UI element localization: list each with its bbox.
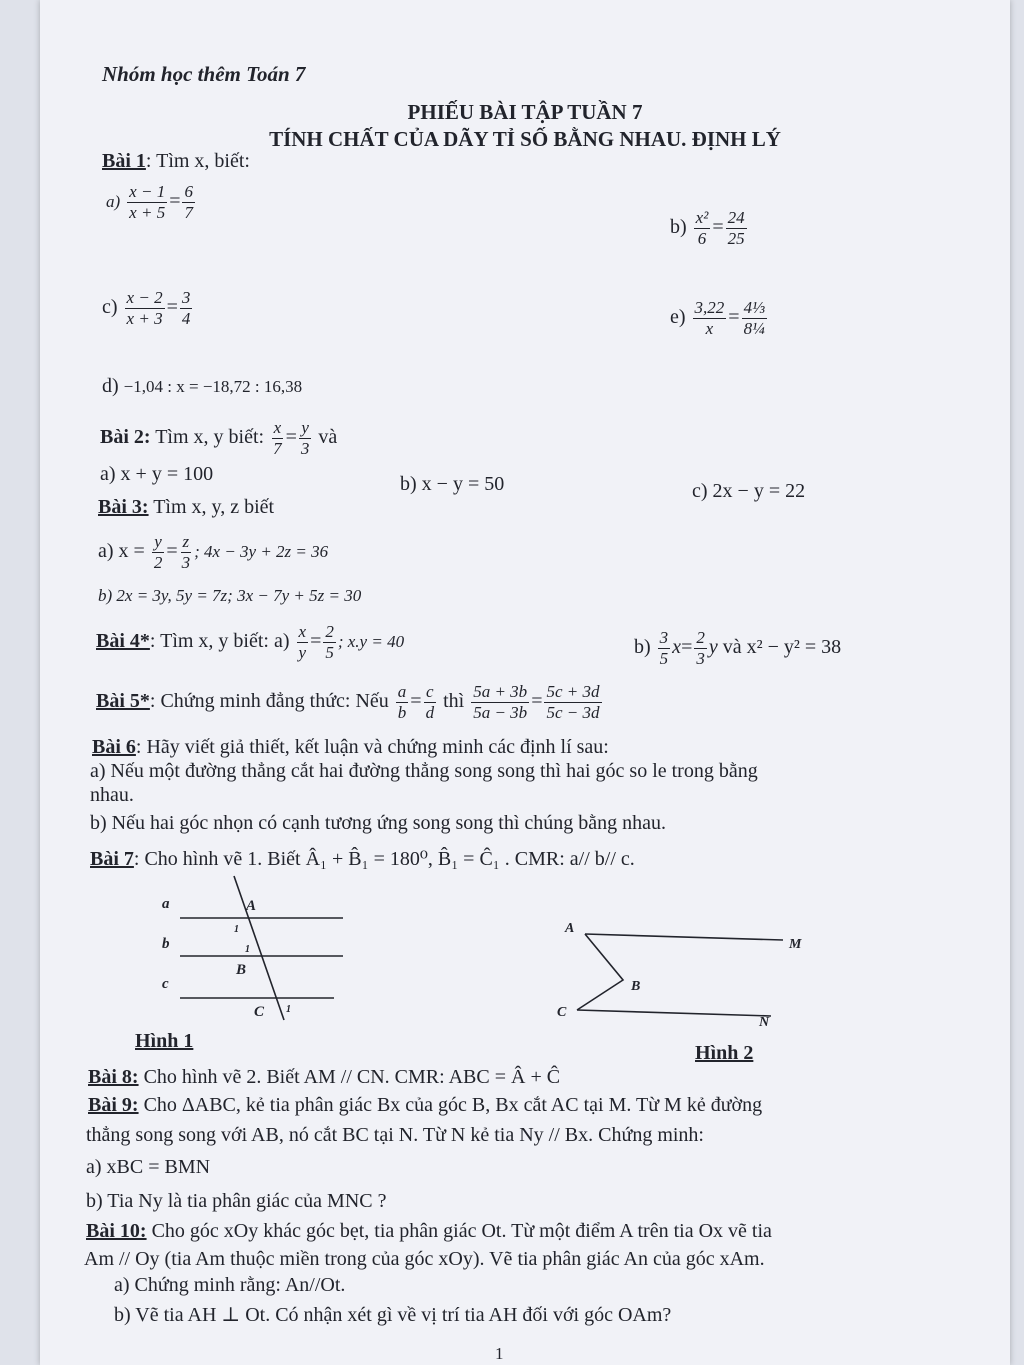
exercise-4-label: Bài 4*	[96, 630, 150, 653]
numerator: 3,22	[694, 298, 725, 317]
exercise-10-line2: Am // Oy (tia Am thuộc miền trong của góc xOy). Vẽ tia phân giác An của góc xAm.	[84, 1248, 765, 1270]
numerator: x − 1	[129, 182, 166, 201]
page-number: 1	[495, 1344, 504, 1363]
denominator: x + 5	[129, 203, 166, 222]
exercise-4-text: : Tìm x, y biết: a)	[149, 630, 290, 653]
exercise-1-text: : Tìm x, biết:	[145, 150, 250, 172]
item-label: d)	[102, 375, 119, 397]
fraction	[152, 532, 165, 573]
exercise-2c: c) 2x − y = 22	[692, 480, 806, 502]
angle-a1-label: 1	[234, 924, 239, 935]
exercise-9-text: Cho ΔABC, kẻ tia phân giác Bx của góc B, Bx cắt AC tại M. Từ M kẻ đường	[143, 1094, 763, 1116]
exercise-6-heading	[92, 736, 609, 759]
fraction	[742, 298, 767, 339]
numerator: z	[182, 532, 190, 551]
exercise-1d	[102, 375, 302, 398]
figure-2	[545, 912, 815, 1032]
numerator: x²	[695, 208, 709, 227]
denominator: x	[705, 319, 714, 338]
exercise-8-text: Cho hình vẽ 2. Biết AM // CN. CMR: ABC = Â + Ĉ	[143, 1066, 561, 1088]
fraction	[694, 628, 707, 669]
fraction	[125, 288, 165, 329]
point-c-label: C	[557, 1005, 567, 1020]
point-c-label: C	[254, 1004, 265, 1020]
numerator: 6	[184, 182, 193, 201]
figure-1-caption: Hình 1	[135, 1030, 194, 1052]
numerator: 4⅓	[743, 298, 765, 317]
exercise-8-label: Bài 8:	[88, 1066, 139, 1088]
group-header: Nhóm học thêm Toán 7	[102, 62, 306, 86]
denominator: 2	[153, 553, 163, 572]
exercise-1a: a) $\frac{x - 1}{x + 5}$ = $\frac{6}{7}$	[106, 182, 193, 222]
item-label: a)	[106, 192, 121, 212]
denominator: 5	[659, 649, 669, 668]
numerator: 24	[727, 208, 745, 227]
numerator: 5a + 3b	[473, 682, 528, 701]
fraction	[127, 182, 167, 223]
point-a-label: A	[246, 898, 257, 914]
numerator: 2	[325, 622, 334, 641]
fraction	[323, 622, 336, 663]
exercise-5-text: : Chứng minh đẳng thức: Nếu	[149, 690, 389, 713]
denominator: 3	[696, 649, 705, 668]
figure-2-caption: Hình 2	[695, 1042, 754, 1064]
expression: ; 4x − 3y + 2z = 36	[194, 542, 329, 562]
fraction	[180, 288, 193, 329]
exercise-9-label: Bài 9:	[88, 1094, 139, 1116]
numerator: a	[397, 682, 407, 701]
fraction	[424, 682, 437, 723]
exercise-5-label: Bài 5*	[96, 690, 150, 713]
fraction	[396, 682, 409, 723]
denominator: 7	[273, 439, 282, 458]
point-b-label: B	[631, 979, 641, 994]
denominator: y	[298, 643, 307, 662]
numerator: x	[298, 622, 307, 641]
item-label: b)	[670, 216, 687, 239]
denominator: 8¼	[743, 319, 765, 338]
numerator: 3	[659, 628, 669, 647]
fraction	[299, 418, 312, 459]
numerator: y	[301, 418, 309, 437]
numerator: c	[426, 682, 434, 701]
exercise-6-text: : Hãy viết giả thiết, kết luận và chứng minh các định lí sau:	[135, 736, 609, 758]
exercise-6b: b) Nếu hai góc nhọn có cạnh tương ứng song song thì chúng bằng nhau.	[90, 812, 667, 834]
item-label: e)	[670, 306, 686, 329]
exercise-2-text: Tìm x, y biết:	[155, 426, 265, 449]
line-a-label: a	[162, 896, 170, 912]
exercise-10b: b) Vẽ tia AH ⊥ Ot. Có nhận xét gì về vị trí tia AH đối với góc OAm?	[114, 1304, 672, 1326]
exercise-5: Bài 5*: Chứng minh đẳng thức: Nếu $\frac{a}{b}$ = $\frac{c}{d}$ thì $\frac{5a + 3b}{5a - 3b}$ = $\frac{5c + 3d}{5c - 3d}$	[96, 682, 600, 722]
fraction	[182, 182, 195, 223]
numerator: x	[273, 418, 282, 437]
exercise-3-label: Bài 3:	[98, 496, 149, 518]
exercise-2b: b) x − y = 50	[400, 473, 505, 495]
exercise-1b: b) $\frac{\text{x²}}{6}$ = $\frac{24}{25}$	[670, 208, 745, 248]
exercise-9-line1	[88, 1094, 762, 1117]
expression: và x² − y² = 38	[722, 636, 842, 659]
fraction	[297, 622, 309, 663]
numerator: 5c + 3d	[546, 682, 600, 701]
exercise-9b: b) Tia Ny là tia phân giác của MNC ?	[86, 1190, 387, 1212]
fraction	[471, 682, 529, 723]
numerator: y	[154, 532, 162, 551]
worksheet-subtitle: TÍNH CHẤT CỦA DÃY TỈ SỐ BẰNG NHAU. ĐỊNH LÝ	[269, 127, 781, 151]
exercise-4b: b) $\frac{3}{5}$ x= $\frac{2}{3}$ y và x² − y² = 38	[634, 628, 842, 668]
line-b-label: b	[162, 936, 170, 952]
exercise-7	[90, 846, 635, 871]
exercise-7-label: Bài 7	[90, 848, 134, 870]
fraction	[271, 418, 284, 459]
exercise-3a: a) x = $\frac{y}{2}$ = $\frac{z}{3}$ ; 4x − 3y + 2z = 36	[98, 532, 329, 572]
denominator: 5c − 3d	[546, 703, 600, 722]
denominator: 5	[325, 643, 334, 662]
exercise-3-text: Tìm x, y, z biết	[153, 496, 275, 518]
exercise-10a: a) Chứng minh rằng: An//Ot.	[114, 1274, 346, 1296]
exercise-1-label: Bài 1	[102, 150, 146, 172]
expression: −1,04 : x = −18,72 : 16,38	[123, 377, 303, 396]
exercise-4: Bài 4*: Tìm x, y biết: a) $\frac{x}{y}$ = $\frac{2}{5}$ ; x.y = 40	[96, 622, 405, 662]
item-label: c)	[102, 296, 118, 319]
exercise-9a: a) xBC = BMN	[86, 1156, 211, 1178]
angle-b1-label: 1	[245, 944, 250, 955]
expression: ; x.y = 40	[337, 632, 405, 652]
denominator: 25	[727, 229, 745, 248]
worksheet-page	[40, 0, 1010, 1365]
exercise-2-label: Bài 2:	[100, 426, 151, 449]
fraction	[726, 208, 747, 249]
point-n-label: N	[759, 1015, 770, 1030]
exercise-1-heading	[102, 150, 250, 173]
angle-c1-label: 1	[286, 1004, 291, 1015]
fraction	[180, 532, 193, 573]
exercise-10-text: Cho góc xOy khác góc bẹt, tia phân giác Ot. Từ một điểm A trên tia Ox vẽ tia	[151, 1220, 772, 1242]
denominator: 7	[184, 203, 193, 222]
point-b-label: B	[236, 962, 247, 978]
denominator: 5a − 3b	[473, 703, 528, 722]
fraction	[694, 208, 711, 249]
denominator: d	[425, 703, 435, 722]
exercise-3b: b) 2x = 3y, 5y = 7z; 3x − 7y + 5z = 30	[98, 586, 362, 605]
exercise-1e: e) $\frac{3,22}{x}$ = $\frac{\text{4⅓}}{\text{8¼}}$	[670, 298, 765, 338]
exercise-1c: c) $\frac{x - 2}{x + 3}$ = $\frac{3}{4}$	[102, 288, 191, 328]
denominator: 4	[181, 309, 191, 328]
denominator: x + 3	[126, 309, 163, 328]
exercise-6-label: Bài 6	[92, 736, 136, 758]
line-c-label: c	[162, 976, 169, 992]
exercise-6a-line2: nhau.	[90, 784, 134, 806]
exercise-10-label: Bài 10:	[86, 1220, 147, 1242]
conjunction: và	[318, 426, 338, 449]
fraction	[544, 682, 601, 723]
fraction	[693, 298, 727, 339]
denominator: 6	[697, 229, 707, 248]
conjunction: thì	[443, 690, 465, 713]
denominator: b	[397, 703, 407, 722]
denominator: 3	[300, 439, 310, 458]
expression: a) x =	[98, 540, 145, 563]
point-a-label: A	[565, 921, 575, 936]
worksheet-title: PHIẾU BÀI TẬP TUẦN 7	[407, 100, 643, 124]
exercise-10-line1	[86, 1220, 772, 1243]
numerator: 3	[181, 288, 191, 307]
exercise-6a-line1: a) Nếu một đường thẳng cắt hai đường thẳng song song thì hai góc so le trong bằng	[90, 760, 758, 782]
numerator: x − 2	[126, 288, 163, 307]
denominator: 3	[181, 553, 191, 572]
exercise-3-heading	[98, 496, 274, 519]
figure-1	[150, 870, 360, 1030]
exercise-8	[88, 1066, 560, 1089]
item-label: b)	[634, 636, 651, 659]
numerator: 2	[696, 628, 705, 647]
exercise-9-line2: thẳng song song với AB, nó cắt BC tại N. Từ N kẻ tia Ny // Bx. Chứng minh:	[86, 1124, 704, 1146]
point-m-label: M	[789, 937, 802, 952]
fraction	[658, 628, 671, 669]
exercise-2a: a) x + y = 100	[100, 463, 214, 485]
exercise-2-heading: Bài 2: Tìm x, y biết: $\frac{x}{7}$ = $\frac{y}{3}$ và	[100, 418, 338, 458]
exercise-7-text: : Cho hình vẽ 1. Biết Â₁ + B̂₁ = 180⁰, B̂₁ = Ĉ₁ . CMR: a// b// c.	[133, 848, 635, 870]
